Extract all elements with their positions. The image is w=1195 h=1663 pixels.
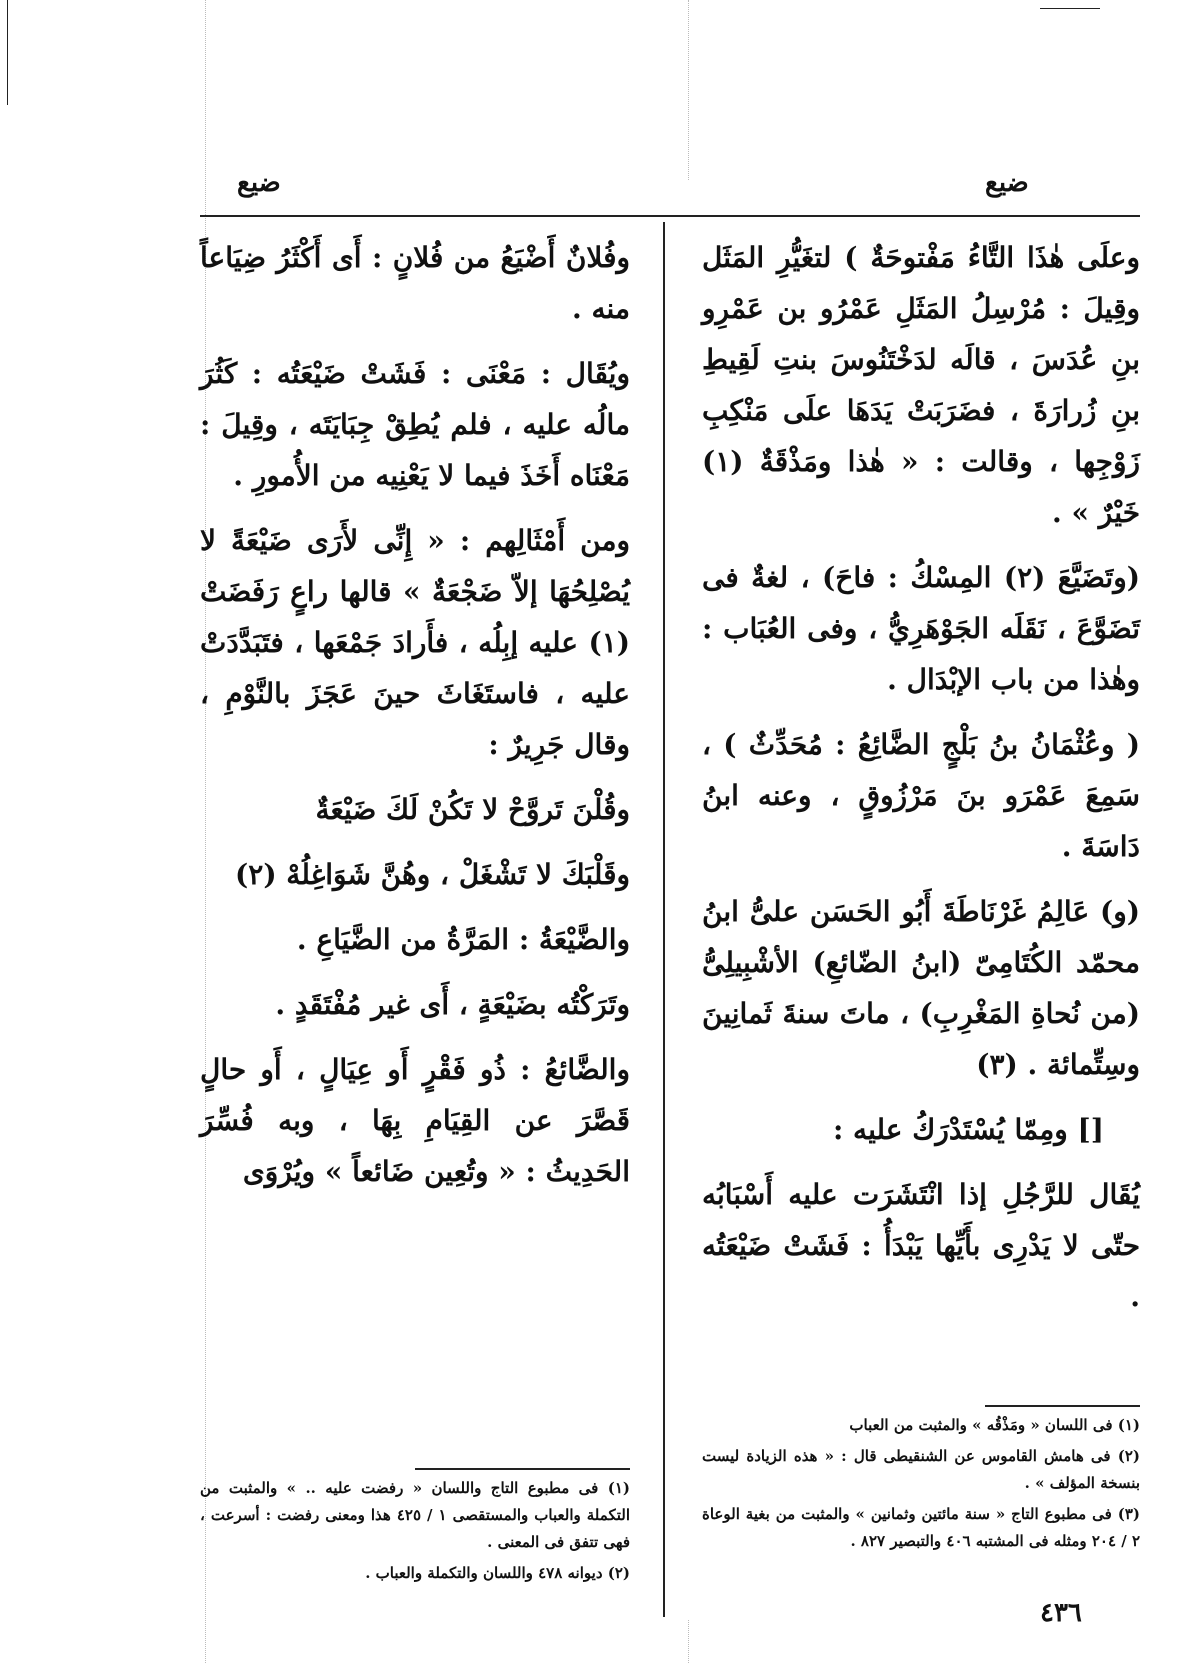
right-footnote-1: (١) فى اللسان « ومَذْقُه » والمثبت من العباب: [849, 1416, 1140, 1434]
left-footnote-2: (٢) ديوانه ٤٧٨ واللسان والتكملة والعباب .: [365, 1564, 630, 1582]
right-paragraph-3: ( وعُثْمَانُ بنُ بَلْجٍ الضَّائِعُ : مُحَدِّثٌ ) ، سَمِعَ عَمْرَو بنَ مَرْزُوقٍ ، وعنه ابنُ دَاسَةَ .: [702, 728, 1140, 863]
right-column: [702, 232, 1140, 1336]
guide-line: [688, 0, 689, 180]
right-paragraph-1: وعلَى هٰذَا التَّاءُ مَفْتوحَةٌ ) لتغَيُّرِ المَثَل وقِيلَ : مُرْسِلُ المَثَلِ عَمْرُو بن عَمْرِو بنِ عُدَسَ ، قالَه لدَخْتَنُوسَ بنتِ لَقِيطِ بنِ زُرارَةَ ، فضَرَبَتْ يَدَهَا علَى مَنْكِبِ زَوْجِها ، وقالت : « هٰذا ومَذْقَةٌ (١) خَيْرٌ » .: [702, 241, 1140, 529]
left-footnote-rule: [415, 1468, 630, 1470]
right-footnote-3: (٣) فى مطبوع التاج « سنة مائتين وثمانين » والمثبت من بغية الوعاة ٢ / ٢٠٤ ومثله فى المشتبه ٤٠٦ والتبصير ٨٢٧ .: [702, 1505, 1140, 1550]
left-paragraph-3: ومن أَمْثَالِهم : « إِنِّى لأَرَى ضَيْعَةً لا يُصْلِحُهَا إلاّ ضَجْعَةٌ » قالها راعٍ رَفَضَتْ (١) عليه إبِلُه ، فأَرادَ جَمْعَها ، فتَبَدَّدَتْ عليه ، فاستَغَاثَ حينَ عَجَزَ بالنَّوْمِ ، وقال جَرِيرٌ :: [200, 524, 630, 761]
right-paragraph-2: (وتَضَيَّعَ (٢) المِسْكُ : فاحَ) ، لغةٌ فى تَضَوَّعَ ، نَقَلَه الجَوْهَرِيُّ ، وفى العُبَاب : وهٰذا من باب الإبْدَال .: [702, 561, 1140, 696]
left-headword: ضيع: [237, 168, 281, 198]
left-footnotes: [200, 1475, 630, 1591]
right-footnote-rule: [985, 1405, 1140, 1407]
right-headword: ضيع: [985, 168, 1029, 198]
right-paragraph-4: (و) عَالِمُ غَرْنَاطَةَ أَبُو الحَسَن علىُّ ابنُ محمّد الكُتَامِىّ (ابنُ الضّائعِ) الأشْبِيلِىُّ (من نُحاةِ المَغْرِبِ) ، ماتَ سنةَ ثَمانِينَ وسِتِّمائة . (٣): [702, 895, 1140, 1081]
right-paragraph-6: يُقَال للرَّجُلِ إذا انْتَشَرَت عليه أَسْبَابُه حتّى لا يَدْرِى بأَيِّها يَبْدَأُ : فَشَتْ ضَيْعَتُه .: [702, 1178, 1140, 1313]
left-paragraph-5: وتَرَكْتُه بضَيْعَةٍ ، أَى غير مُفْتَقَدٍ .: [275, 988, 630, 1021]
left-paragraph-6: والضَّائعُ : ذُو فَقْرٍ أَو عِيَالٍ ، أَو حالٍ قَصَّرَ عن القِيَامِ بِهَا ، وبه فُسِّرَ الحَدِيثُ : « وتُعِين ضَائعاً » ويُرْوَى: [200, 1053, 630, 1188]
guide-line: [688, 1620, 689, 1663]
left-paragraph-1: وفُلانٌ أَضْيَعُ من فُلانٍ : أَى أَكْثَرُ ضِيَاعاً منه .: [200, 241, 630, 325]
page-edge-line: [7, 0, 8, 105]
right-paragraph-5: [] ومِمّا يُسْتَدْرَكُ عليه :: [832, 1113, 1104, 1146]
left-column: [200, 232, 630, 1211]
right-footnotes: [702, 1412, 1140, 1559]
left-paragraph-4: والضَّيْعَةُ : المَرَّةُ من الضَّيَاعِ .: [296, 923, 630, 956]
right-footnote-2: (٢) فى هامش القاموس عن الشنقيطى قال : « هذه الزيادة ليست بنسخة المؤلف » .: [702, 1447, 1140, 1492]
left-footnote-1: (١) فى مطبوع التاج واللسان « رفضت عليه .. » والمثبت من التكملة والعباب والمستقصى ١ / ٤٢٥ هذا ومعنى رفضت : أسرعت ، فهى تتفق فى المعنى .: [200, 1479, 630, 1551]
left-verse-line-2: وقَلْبَكَ لا تَشْغَلْ ، وهُنَّ شَوَاغِلُهْ (٢): [235, 858, 630, 891]
page-number: ٤٣٦: [1040, 1598, 1082, 1628]
left-paragraph-2: ويُقَال : مَعْنَى : فَشَتْ ضَيْعَتُه : كَثُرَ مالُه عليه ، فلم يُطِقْ جِبَايَتَه ، وقِيلَ : مَعْنَاه أَخَذَ فيما لا يَعْنِيه من الأُمورِ .: [200, 357, 630, 492]
column-divider: [663, 222, 665, 1617]
corner-dash: [1040, 8, 1100, 9]
header-rule: [200, 215, 1140, 217]
left-verse-line-1: وقُلْنَ تَروَّحْ لا تَكُنْ لَكَ ضَيْعَةٌ: [315, 793, 630, 826]
